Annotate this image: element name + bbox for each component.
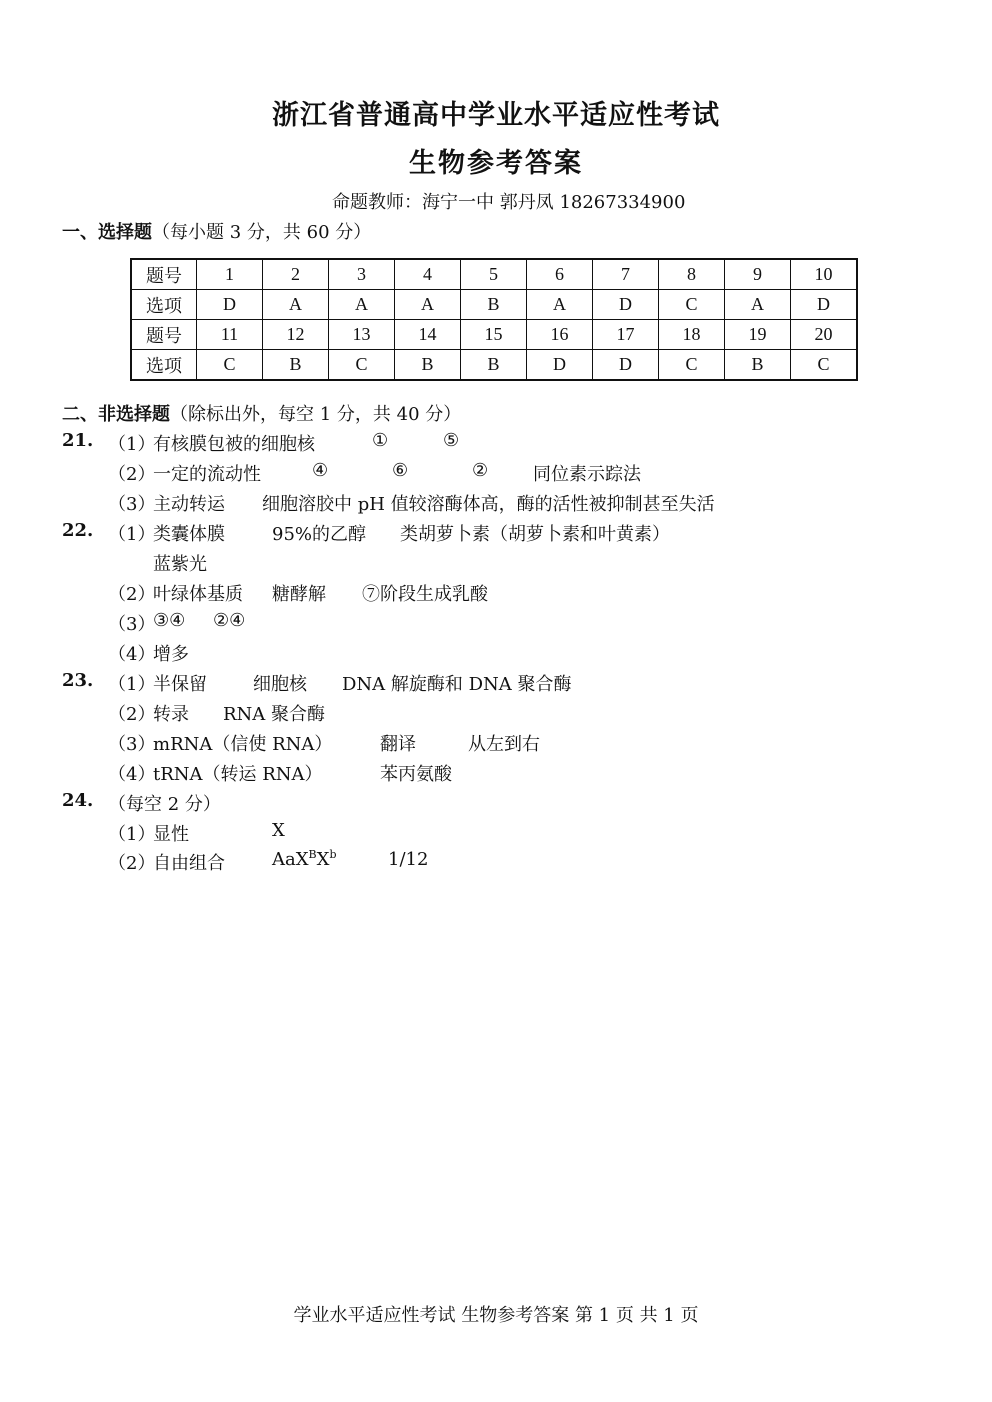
q24-part2-answer: 自由组合 [153,853,225,874]
question-number: 8 [659,259,725,290]
answer-cell: B [395,350,461,381]
question-number: 4 [395,259,461,290]
section1-label: 一、选择题 [62,222,152,243]
table-row [131,350,857,381]
section1-heading [62,218,371,244]
q23-part1-answer: 半保留 [153,674,207,695]
q21-part2-answer: ② [472,460,489,481]
q21-part1-answer: ① [372,430,389,451]
section2-label: 二、非选择题 [62,404,170,425]
question-number: 11 [197,320,263,350]
question-number: 12 [263,320,329,350]
page-footer: 学业水平适应性考试 生物参考答案 第 1 页 共 1 页 [293,1305,699,1326]
q24-note: （每空 2 分） [108,794,221,815]
table-row [131,320,857,350]
q22-part1-answer: 类胡萝卜素（胡萝卜素和叶黄素） [400,524,670,545]
answer-cell: D [593,290,659,320]
document-subtitle: 生物参考答案 [409,148,583,179]
document-title: 浙江省普通高中学业水平适应性考试 [272,100,720,131]
answer-cell: C [197,350,263,381]
question-number: 3 [329,259,395,290]
question-number: 19 [725,320,791,350]
answer-cell: D [791,290,858,320]
q21-part2-answer: ④ [312,460,329,481]
genotype-mid: X [316,849,330,870]
question-number: 14 [395,320,461,350]
table-row [131,259,857,290]
question-number: 6 [527,259,593,290]
q22-part1-answer-cont: 蓝紫光 [153,554,207,575]
answer-cell: B [461,290,527,320]
q23-part1-label: （1） [108,674,156,695]
q21-part1-answer: ⑤ [443,430,460,451]
question-number-22: 22. [62,520,94,541]
answer-cell: C [659,350,725,381]
q24-part2-ratio: 1/12 [388,849,429,870]
q22-part1-label: （1） [108,524,156,545]
q22-part2-answer: 叶绿体基质 [153,584,243,605]
section1-note: （每小题 3 分，共 60 分） [152,222,372,243]
q22-part4-answer: 增多 [153,644,189,665]
answer-cell: C [659,290,725,320]
question-number: 7 [593,259,659,290]
author-line: 命题教师：海宁一中 郭丹凤 18267334900 [332,192,686,213]
answer-cell: C [329,350,395,381]
question-number: 2 [263,259,329,290]
question-number: 9 [725,259,791,290]
genotype-base: AaX [272,849,309,870]
section2-heading [62,400,461,426]
question-number: 13 [329,320,395,350]
q22-part1-answer: 95%的乙醇 [272,524,367,545]
table-row [131,290,857,320]
q21-part3-answer: 细胞溶胶中 pH 值较溶酶体高，酶的活性被抑制甚至失活 [262,494,715,515]
row-label-answer: 选项 [131,290,197,320]
answer-cell: B [725,350,791,381]
question-number: 18 [659,320,725,350]
q23-part2-label: （2） [108,704,156,725]
answer-cell: B [461,350,527,381]
row-label-answer: 选项 [131,350,197,381]
answer-cell: A [725,290,791,320]
answer-table [130,258,858,381]
q23-part2-answer: RNA 聚合酶 [223,704,326,725]
genotype [272,849,337,870]
question-number: 16 [527,320,593,350]
q21-part3-label: （3） [108,494,156,515]
question-number-24: 24. [62,790,94,811]
q23-part4-label: （4） [108,764,156,785]
q22-part3-answer: ③④ [153,610,186,631]
q23-part2-answer: 转录 [153,704,189,725]
q21-part2-answer: 一定的流动性 [153,464,261,485]
question-number: 1 [197,259,263,290]
q22-part2-answer: 糖酵解 [272,584,326,605]
answer-cell: D [593,350,659,381]
answer-cell: D [527,350,593,381]
answer-cell: A [263,290,329,320]
q21-part1-answer: 有核膜包被的细胞核 [153,434,315,455]
q21-part2-answer: ⑥ [392,460,409,481]
question-number-21: 21. [62,430,94,451]
q22-part4-label: （4） [108,644,156,665]
q23-part1-answer: 细胞核 [253,674,307,695]
genotype-sup-b-lower: b [329,848,337,861]
row-label-question: 题号 [131,320,197,350]
question-number: 5 [461,259,527,290]
answer-cell: C [791,350,858,381]
answer-cell: B [263,350,329,381]
question-number: 10 [791,259,858,290]
q23-part3-label: （3） [108,734,156,755]
q23-part4-answer: 苯丙氨酸 [380,764,452,785]
question-number-23: 23. [62,670,94,691]
q21-part2-label: （2） [108,464,156,485]
answer-cell: D [197,290,263,320]
q22-part2-answer: ⑦阶段生成乳酸 [362,584,488,605]
q23-part3-answer: 从左到右 [468,734,540,755]
row-label-question: 题号 [131,259,197,290]
question-number: 20 [791,320,858,350]
answer-cell: A [527,290,593,320]
q21-part1-label: （1） [108,434,156,455]
question-number: 17 [593,320,659,350]
question-number: 15 [461,320,527,350]
q23-part3-answer: 翻译 [380,734,416,755]
q23-part1-answer: DNA 解旋酶和 DNA 聚合酶 [342,674,572,695]
q22-part1-answer: 类囊体膜 [153,524,225,545]
q24-part1-answer: X [272,820,285,841]
q24-part1-answer: 显性 [153,824,189,845]
section2-note: （除标出外，每空 1 分，共 40 分） [170,404,462,425]
q22-part3-label: （3） [108,614,156,635]
q23-part3-answer: mRNA（信使 RNA） [153,734,333,755]
answer-cell: A [395,290,461,320]
genotype-sup-b-upper: B [308,848,317,861]
q22-part3-answer: ②④ [213,610,246,631]
q24-part1-label: （1） [108,824,156,845]
q21-part3-answer: 主动转运 [153,494,225,515]
q23-part4-answer: tRNA（转运 RNA） [153,764,323,785]
q22-part2-label: （2） [108,584,156,605]
q21-part2-answer: 同位素示踪法 [533,464,641,485]
answer-cell: A [329,290,395,320]
q24-part2-label: （2） [108,853,156,874]
